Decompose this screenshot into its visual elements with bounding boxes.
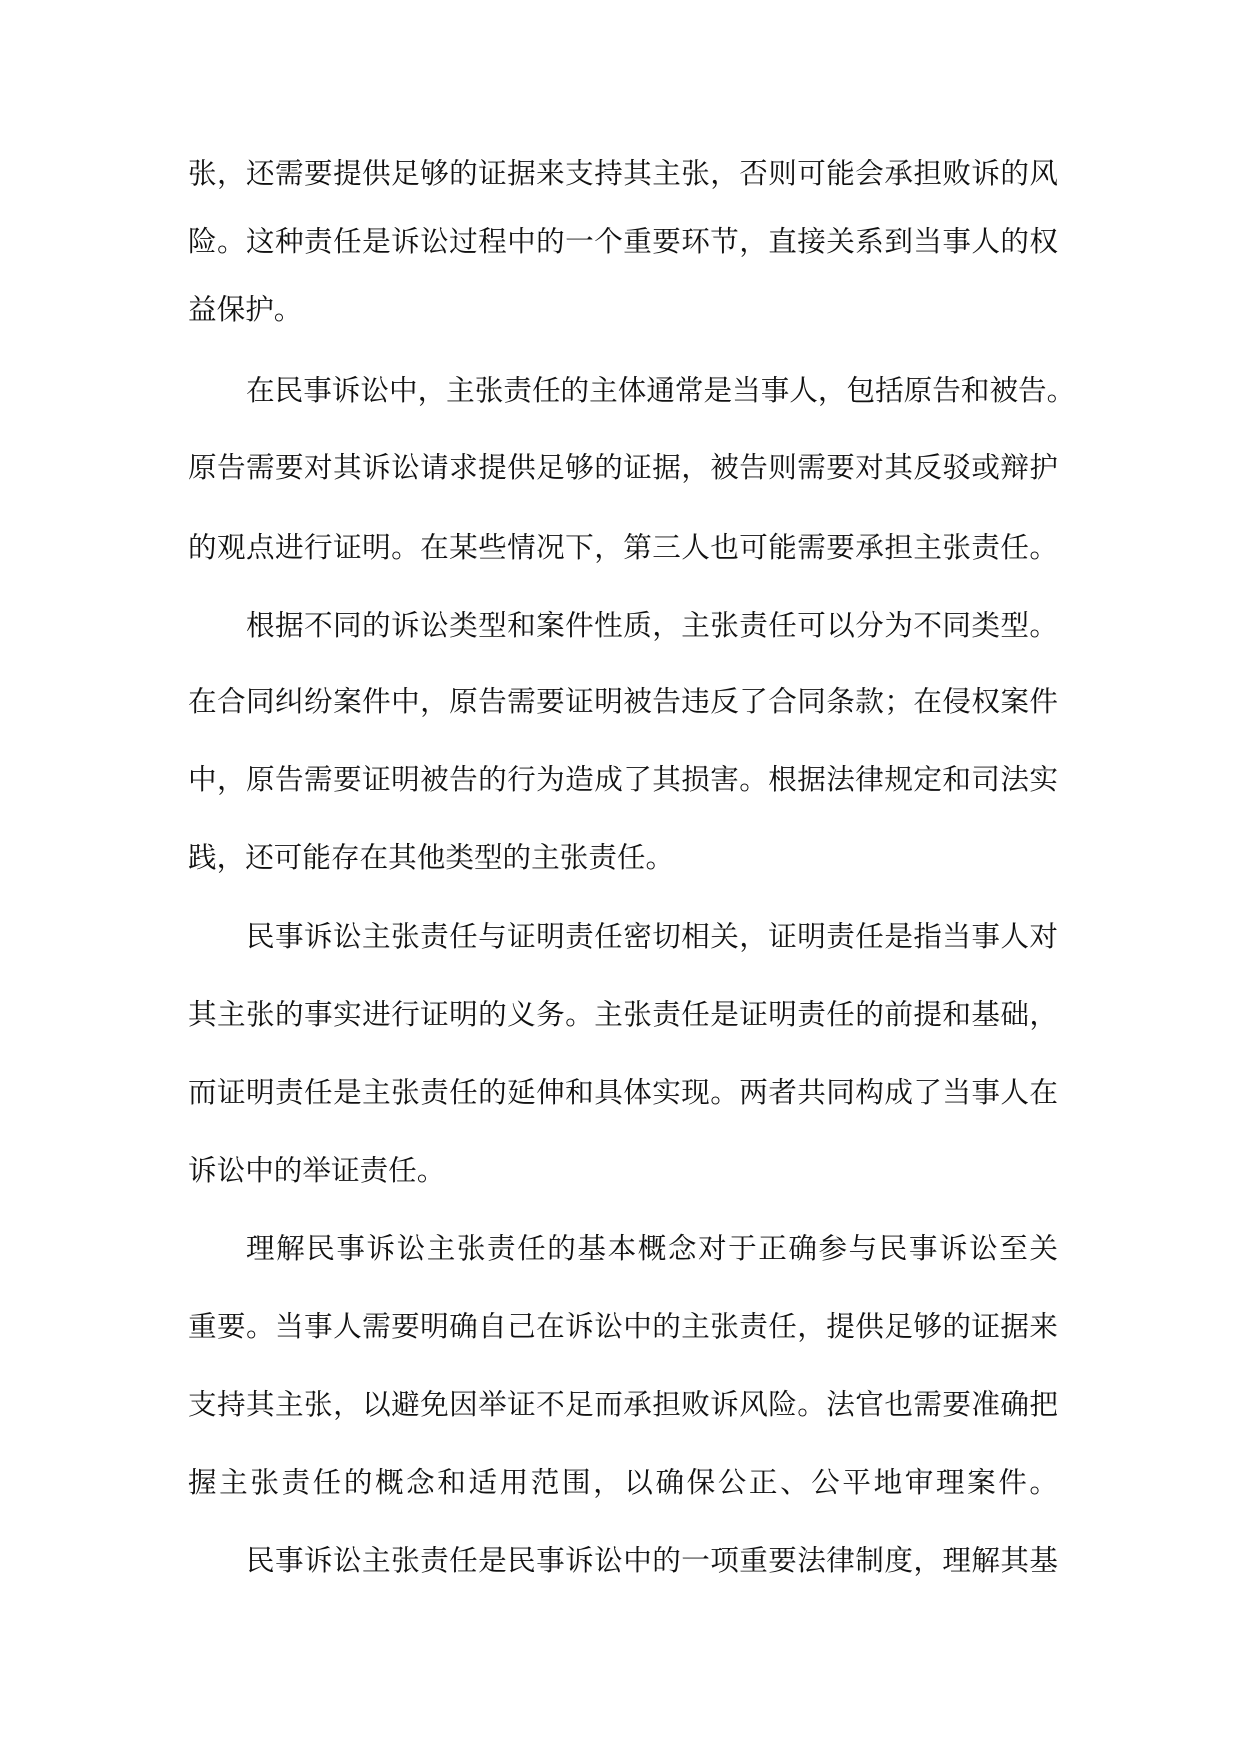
text-line: 中，原告需要证明被告的行为造成了其损害。根据法律规定和司法实 bbox=[188, 762, 1058, 796]
text-line: 重要。当事人需要明确自己在诉讼中的主张责任，提供足够的证据来 bbox=[188, 1309, 1058, 1343]
text-line: 握主张责任的概念和适用范围，以确保公正、公平地审理案件。 bbox=[188, 1465, 1058, 1499]
paragraph-first-line: 民事诉讼主张责任与证明责任密切相关，证明责任是指当事人对 bbox=[246, 919, 1058, 953]
text-line: 在合同纠纷案件中，原告需要证明被告违反了合同条款；在侵权案件 bbox=[188, 684, 1058, 718]
paragraph-first-line: 根据不同的诉讼类型和案件性质，主张责任可以分为不同类型。 bbox=[246, 608, 1058, 642]
text-line: 张，还需要提供足够的证据来支持其主张，否则可能会承担败诉的风 bbox=[188, 156, 1058, 190]
text-line: 的观点进行证明。在某些情况下，第三人也可能需要承担主张责任。 bbox=[188, 530, 1058, 564]
text-line: 践，还可能存在其他类型的主张责任。 bbox=[188, 840, 675, 874]
text-line: 益保护。 bbox=[188, 292, 303, 326]
text-line: 其主张的事实进行证明的义务。主张责任是证明责任的前提和基础， bbox=[188, 997, 1058, 1031]
text-line: 险。这种责任是诉讼过程中的一个重要环节，直接关系到当事人的权 bbox=[188, 224, 1058, 258]
paragraph-first-line: 民事诉讼主张责任是民事诉讼中的一项重要法律制度，理解其基 bbox=[246, 1543, 1058, 1577]
text-line: 原告需要对其诉讼请求提供足够的证据，被告则需要对其反驳或辩护 bbox=[188, 450, 1058, 484]
text-line: 支持其主张，以避免因举证不足而承担败诉风险。法官也需要准确把 bbox=[188, 1387, 1058, 1421]
paragraph-first-line: 理解民事诉讼主张责任的基本概念对于正确参与民事诉讼至关 bbox=[246, 1231, 1058, 1265]
text-line: 而证明责任是主张责任的延伸和具体实现。两者共同构成了当事人在 bbox=[188, 1075, 1058, 1109]
text-line: 诉讼中的举证责任。 bbox=[188, 1153, 446, 1187]
paragraph-first-line: 在民事诉讼中，主张责任的主体通常是当事人，包括原告和被告。 bbox=[246, 373, 1076, 407]
